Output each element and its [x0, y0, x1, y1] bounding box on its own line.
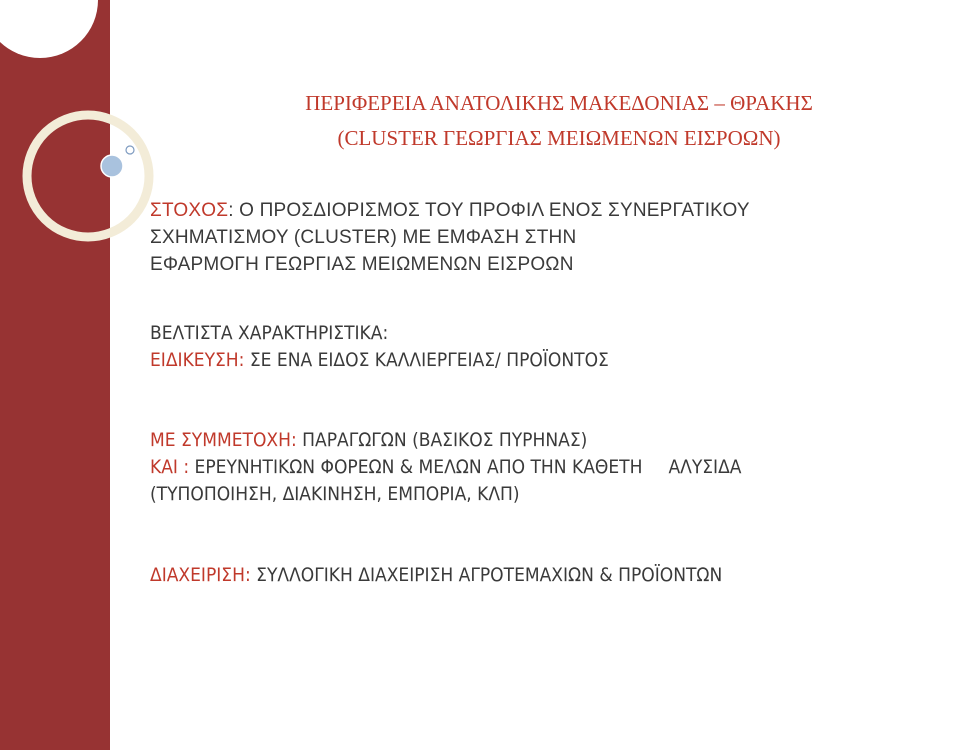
cream-ring — [27, 115, 149, 237]
top-white-disc — [0, 0, 98, 58]
goal-line3: ΕΦΑΡΜΟΓΗ ΓΕΩΡΓΙΑΣ ΜΕΙΩΜΕΝΩΝ ΕΙΣΡΟΩΝ — [150, 254, 574, 275]
management-text: ΣΥΛΛΟΓΙΚΗ ΔΙΑΧΕΙΡΙΣΗ ΑΓΡΟΤΕΜΑΧΙΩΝ & ΠΡΟΪΟΝΤΩΝ — [250, 564, 723, 586]
participation-line2 — [150, 454, 960, 481]
blue-bubble-large — [101, 155, 123, 177]
specialization-text: ΣΕ ΕΝΑ ΕΙΔΟΣ ΚΑΛΛΙΕΡΓΕΙΑΣ/ ΠΡΟΪΟΝΤΟΣ — [244, 349, 609, 371]
participation-text2a: ΕΡΕΥΝΗΤΙΚΩΝ ΦΟΡΕΩΝ & ΜΕΛΩΝ ΑΠΟ ΤΗΝ ΚΑΘΕΤΗ — [189, 456, 643, 478]
management-line — [150, 562, 960, 589]
participation-line1 — [150, 427, 960, 454]
decorative-circles — [0, 0, 160, 260]
goal-line2: ΣΧΗΜΑΤΙΣΜΟΥ (CLUSTER) ΜΕ ΕΜΦΑΣΗ ΣΤΗΝ — [150, 227, 577, 248]
participation-label2: ΚΑΙ : — [150, 456, 190, 478]
goal-colon: : — [228, 200, 234, 221]
goal-block — [150, 197, 960, 278]
participation-line3: (ΤΥΠΟΠΟΙΗΣΗ, ΔΙΑΚΙΝΗΣΗ, ΕΜΠΟΡΙΑ, ΚΛΠ) — [150, 483, 520, 505]
specialization-line — [150, 347, 960, 374]
management-label: ΔΙΑΧΕΙΡΙΣΗ: — [150, 564, 251, 586]
participation-label: ΜΕ ΣΥΜΜΕΤΟΧΗ: — [150, 429, 297, 451]
management-block — [150, 562, 960, 589]
slide-title-line2: (CLUSTER ΓΕΩΡΓΙΑΣ ΜΕΙΩΜΕΝΩΝ ΕΙΣΡΟΩΝ) — [337, 126, 781, 150]
participation-block — [150, 427, 960, 508]
specs-heading: ΒΕΛΤΙΣΤΑ ΧΑΡΑΚΤΗΡΙΣΤΙΚΑ: — [150, 322, 389, 344]
participation-text1: ΠΑΡΑΓΩΓΩΝ (ΒΑΣΙΚΟΣ ΠΥΡΗΝΑΣ) — [296, 429, 588, 451]
goal-label: ΣΤΟΧΟΣ — [150, 200, 229, 221]
blue-bubble-small — [126, 146, 134, 154]
specialization-label: ΕΙΔΙΚΕΥΣΗ: — [150, 349, 245, 371]
goal-line1 — [150, 197, 960, 224]
goal-text-1: Ο ΠΡΟΣΔΙΟΡΙΣΜΟΣ ΤΟΥ ΠΡΟΦΙΛ ΕΝΟΣ ΣΥΝΕΡΓΑΤΙΚΟΥ — [233, 200, 750, 221]
specs-block — [150, 320, 960, 374]
participation-text2b: ΑΛΥΣΙΔΑ — [668, 456, 742, 478]
slide-title-line1: ΠΕΡΙΦΕΡΕΙΑ ΑΝΑΤΟΛΙΚΗΣ ΜΑΚΕΔΟΝΙΑΣ – ΘΡΑΚΗΣ — [305, 91, 813, 115]
